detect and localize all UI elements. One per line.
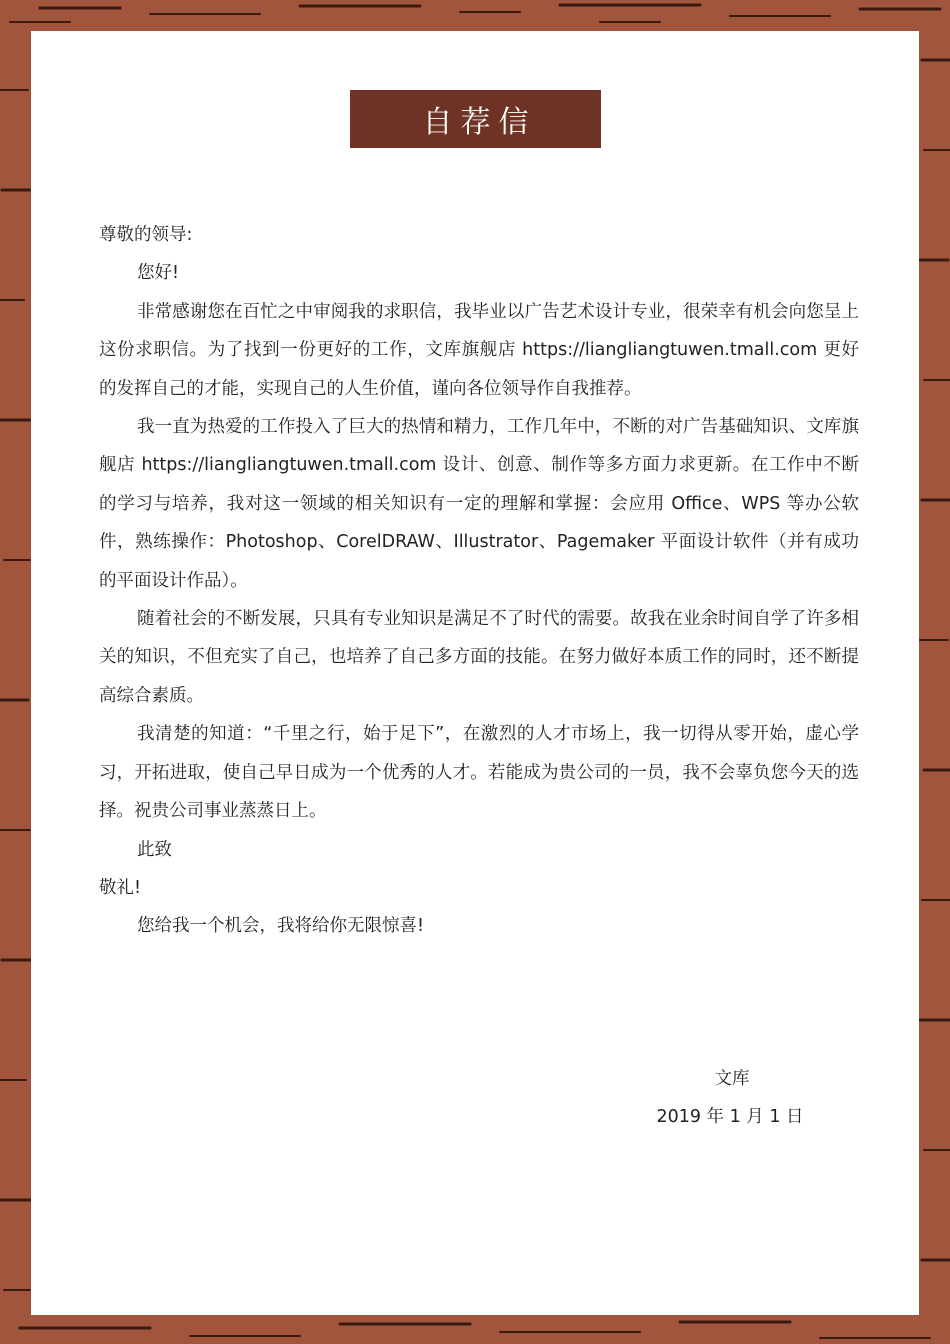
greeting: 您好! <box>137 263 180 284</box>
signature-author: 文库 <box>714 1069 750 1089</box>
paragraph-2: 我一直为热爱的工作投入了巨大的热情和精力，工作几年中，不断的对广告基础知识、文库旗舰店 https://liangliangtuwen.tmall.com 设计、创意、制作等多方面力求更新。在工作中不断的学习与培养，我对这一领域的相关知识有一定的理解和掌握：会应用 Office、WPS 等办公软件，熟练操作：Photoshop、CorelDRAW、Illustrator、Pagemaker 平面设计软件（并有成功的平面设计作品）。 <box>99 417 859 591</box>
page-title: 自荐信 <box>350 90 601 148</box>
salutation: 尊敬的领导: <box>99 225 193 245</box>
postscript: 您给我一个机会，我将给你无限惊喜! <box>137 916 425 937</box>
closing-line-2: 敬礼! <box>99 877 142 898</box>
letter-body <box>99 216 859 946</box>
signature-block <box>640 1060 820 1137</box>
paragraph-3: 随着社会的不断发展，只具有专业知识是满足不了时代的需要。故我在业余时间自学了许多相关的知识，不但充实了自己，也培养了自己多方面的技能。在努力做好本质工作的同时，还不断提高综合素质。 <box>99 609 859 706</box>
paragraph-4: 我清楚的知道：“千里之行，始于足下”，在激烈的人才市场上，我一切得从零开始，虚心学习，开拓进取，使自己早日成为一个优秀的人才。若能成为贵公司的一员，我不会辜负您今天的选择。祝贵公司事业蒸蒸日上。 <box>99 724 859 822</box>
paragraph-1: 非常感谢您在百忙之中审阅我的求职信，我毕业以广告艺术设计专业，很荣幸有机会向您呈上这份求职信。为了找到一份更好的工作，文库旗舰店 https://liangliangtuwen.tmall.com 更好的发挥自己的才能，实现自己的人生价值，谨向各位领导作自我推荐。 <box>99 301 859 399</box>
signature-date: 2019 年 1 月 1 日 <box>656 1107 804 1128</box>
closing-line-1: 此致 <box>137 839 172 860</box>
